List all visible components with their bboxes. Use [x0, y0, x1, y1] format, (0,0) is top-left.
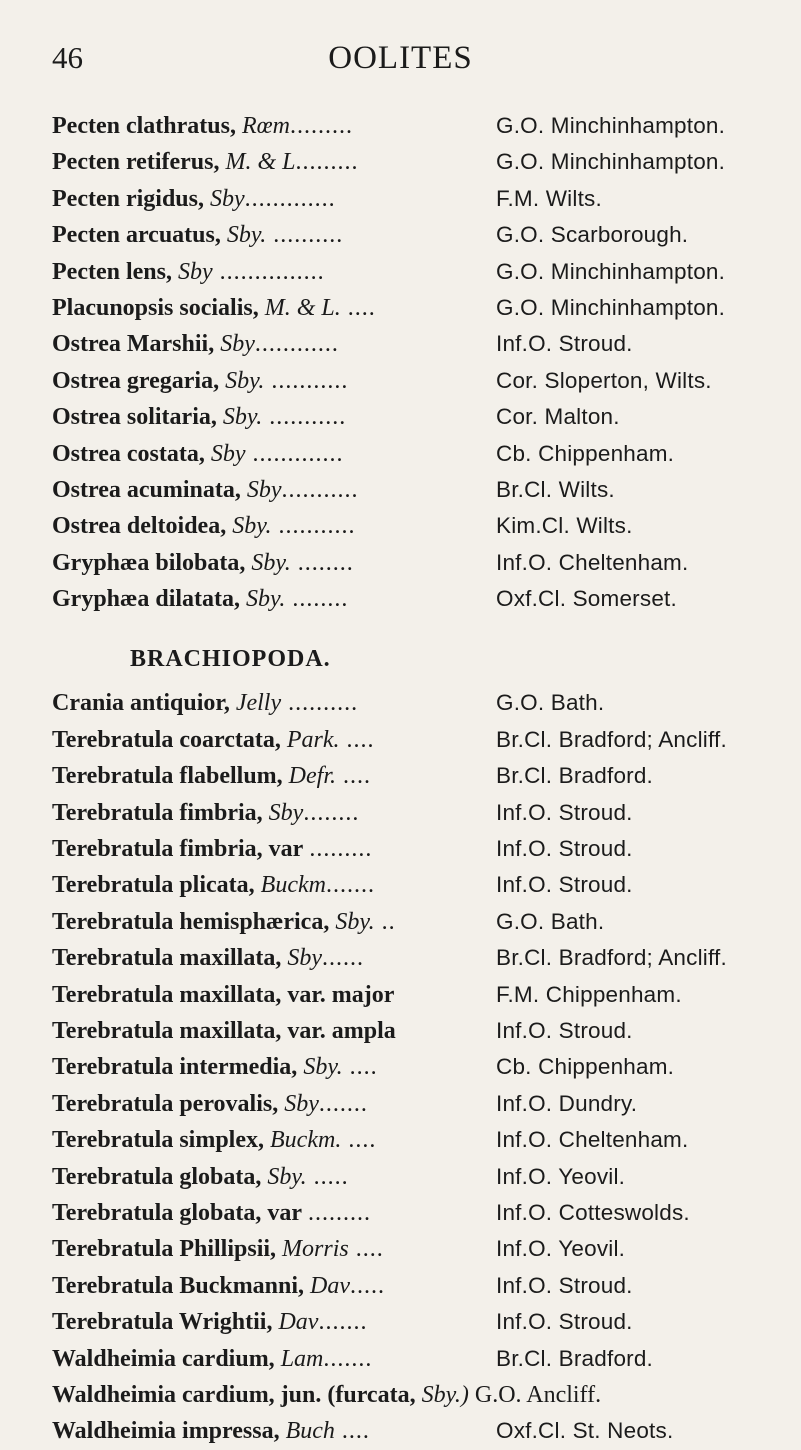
leader-dots: ...........	[264, 367, 349, 394]
leader-dots: ........	[303, 799, 360, 826]
leader-dots: .......	[318, 1090, 368, 1117]
leader-dots: ..	[374, 908, 396, 935]
species-author: Sby	[246, 476, 282, 503]
lamellibranch-list	[52, 108, 797, 617]
species-name: Terebratula fimbria,	[52, 799, 263, 826]
species-name: Crania antiquior,	[52, 690, 230, 717]
locality: G.O. Minchinhampton.	[496, 294, 726, 320]
list-item	[52, 1049, 797, 1085]
locality: Inf.O. Yeovil.	[496, 1236, 626, 1262]
list-item	[52, 795, 797, 831]
leader-dots: ....	[336, 763, 372, 790]
locality: Inf.O. Stroud.	[496, 836, 633, 862]
species-name: Terebratula Wrightii,	[52, 1309, 273, 1336]
species-name: Pecten clathratus,	[52, 113, 236, 139]
leader-dots: .........	[309, 836, 373, 863]
locality: Inf.O. Yeovil.	[496, 1163, 626, 1189]
species-name: Ostrea solitaria,	[52, 404, 217, 431]
species-author: Sby	[284, 1090, 319, 1117]
list-item	[52, 977, 797, 1013]
leader-dots: ...........	[262, 404, 347, 431]
list-item	[52, 508, 797, 544]
species-author: Buckm	[260, 872, 326, 899]
list-item	[52, 108, 797, 144]
species-author: Sby	[209, 185, 245, 212]
leader-dots: ..........	[266, 222, 344, 249]
locality: G.O. Scarborough.	[496, 222, 689, 248]
species-author: Sby	[268, 799, 304, 826]
locality: G.O. Bath.	[496, 690, 605, 716]
leader-dots: .......	[318, 1309, 368, 1336]
species-author: Lam	[280, 1345, 324, 1372]
list-item	[52, 181, 797, 217]
list-item	[52, 722, 797, 758]
leader-dots: ...........	[271, 513, 356, 540]
species-name: Terebratula hemisphærica,	[52, 908, 330, 935]
list-item	[52, 1413, 797, 1449]
locality: Inf.O. Stroud.	[496, 1272, 633, 1298]
list-item	[52, 1122, 797, 1158]
species-name: Terebratula maxillata, var. major	[52, 981, 395, 1008]
page-header	[0, 40, 801, 90]
species-name: Waldheimia cardium,	[52, 1345, 275, 1372]
species-name: Terebratula Buckmanni,	[52, 1272, 305, 1299]
locality: Br.Cl. Bradford; Ancliff.	[496, 726, 727, 752]
species-author: Sby.	[246, 586, 286, 613]
species-name: Pecten arcuatus,	[52, 222, 221, 249]
leader-dots: ........	[285, 586, 349, 613]
list-item	[52, 472, 797, 508]
species-name: Terebratula maxillata, var. ampla	[52, 1017, 396, 1044]
list-item	[52, 904, 797, 940]
species-author: M. & L.	[264, 294, 341, 321]
species-author: Sby.	[222, 404, 263, 431]
locality: Br.Cl. Wilts.	[496, 476, 615, 502]
locality: Br.Cl. Bradford.	[496, 763, 654, 789]
species-name: Ostrea Marshii,	[52, 331, 215, 358]
list-item	[52, 545, 797, 581]
locality: Inf.O. Stroud.	[496, 1017, 633, 1043]
list-item	[52, 1159, 797, 1195]
locality: Inf.O. Stroud.	[496, 799, 633, 825]
locality: G.O. Minchinhampton.	[496, 113, 726, 138]
species-name: Placunopsis socialis,	[52, 294, 259, 321]
locality: G.O. Bath.	[496, 908, 605, 934]
list-item	[52, 254, 797, 290]
locality: G.O. Ancliff.	[474, 1381, 602, 1408]
leader-dots: ....	[334, 1418, 370, 1445]
list-item	[52, 831, 797, 867]
species-author: Morris	[282, 1236, 349, 1263]
list-item	[52, 1268, 797, 1304]
leader-dots: ........	[290, 549, 354, 576]
species-author: Defr.	[288, 763, 337, 790]
species-name: Terebratula maxillata,	[52, 945, 282, 972]
species-list	[52, 108, 797, 1450]
list-item	[52, 1341, 797, 1377]
locality: Inf.O. Dundry.	[496, 1090, 638, 1116]
species-author: Jelly	[235, 690, 282, 717]
list-item	[52, 1231, 797, 1267]
locality: Oxf.Cl. Somerset.	[496, 586, 677, 612]
list-item	[52, 436, 797, 472]
species-author: Sby	[210, 440, 246, 467]
locality: F.M. Wilts.	[496, 185, 602, 211]
leader-dots: .......	[325, 872, 375, 899]
list-item	[52, 940, 797, 976]
species-author: Sby.	[335, 908, 375, 935]
species-author: Sby.)	[421, 1381, 469, 1408]
species-author: Dav	[278, 1309, 319, 1336]
list-item	[52, 1195, 797, 1231]
list-item	[52, 1377, 797, 1413]
species-author: Sby.	[251, 549, 291, 576]
list-item	[52, 217, 797, 253]
list-item	[52, 399, 797, 435]
species-author: Sby	[177, 258, 213, 285]
locality: Cb. Chippenham.	[496, 1054, 675, 1080]
running-title: OOLITES	[328, 40, 473, 76]
species-author: Park.	[286, 726, 340, 753]
species-name: Terebratula fimbria, var	[52, 836, 304, 863]
species-name: Waldheimia cardium, jun. (furcata,	[52, 1381, 416, 1408]
leader-dots: ....	[342, 1054, 378, 1081]
species-author: Sby	[220, 331, 255, 358]
species-name: Terebratula flabellum,	[52, 763, 283, 790]
leader-dots: .........	[289, 113, 353, 139]
species-author: Sby.	[226, 222, 267, 249]
species-author: Buckm.	[270, 1127, 342, 1154]
species-name: Terebratula plicata,	[52, 872, 255, 899]
locality: Kim.Cl. Wilts.	[496, 513, 633, 539]
leader-dots: ....	[341, 1127, 377, 1154]
species-author: Sby.	[267, 1163, 307, 1190]
leader-dots: ....	[348, 1236, 384, 1263]
list-item	[52, 1013, 797, 1049]
leader-dots: ....	[339, 726, 375, 753]
leader-dots: .............	[245, 440, 344, 467]
locality: Cor. Malton.	[496, 404, 620, 430]
locality: Br.Cl. Bradford.	[496, 1345, 654, 1371]
species-author: Sby.	[232, 513, 272, 540]
section-heading: BRACHIOPODA.	[130, 646, 331, 673]
list-item	[52, 867, 797, 903]
locality: G.O. Minchinhampton.	[496, 149, 726, 175]
locality: G.O. Minchinhampton.	[496, 258, 726, 284]
locality: Cb. Chippenham.	[496, 440, 675, 466]
locality: Cor. Sloperton, Wilts.	[496, 367, 712, 393]
leader-dots: .....	[350, 1272, 386, 1299]
leader-dots: .....	[306, 1163, 349, 1190]
locality: Inf.O. Stroud.	[496, 872, 633, 898]
locality: Br.Cl. Bradford; Ancliff.	[496, 945, 727, 971]
brachiopoda-list	[52, 685, 797, 1376]
species-name: Waldheimia impressa,	[52, 1418, 280, 1445]
leader-dots: ..........	[281, 690, 359, 717]
species-name: Ostrea deltoidea,	[52, 513, 227, 540]
list-item	[52, 581, 797, 617]
leader-dots: ............	[254, 331, 339, 358]
species-name: Terebratula globata, var	[52, 1199, 302, 1226]
list-item	[52, 363, 797, 399]
leader-dots: ...............	[212, 258, 325, 285]
species-name: Terebratula Phillipsii,	[52, 1236, 277, 1263]
species-name: Pecten retiferus,	[52, 149, 220, 176]
page-number: 46	[52, 40, 83, 75]
leader-dots: ...........	[281, 476, 359, 503]
species-name: Ostrea acuminata,	[52, 476, 241, 503]
species-author: Sby.	[303, 1054, 343, 1081]
species-author: Sby	[287, 945, 322, 972]
locality: Inf.O. Stroud.	[496, 1309, 633, 1335]
locality: Inf.O. Cheltenham.	[496, 549, 689, 575]
locality: Inf.O. Stroud.	[496, 331, 633, 357]
leader-dots: .............	[244, 185, 336, 212]
species-author: Buch	[285, 1418, 335, 1445]
species-name: Pecten rigidus,	[52, 185, 204, 212]
list-item	[52, 144, 797, 180]
locality: F.M. Chippenham.	[496, 981, 682, 1007]
locality: Inf.O. Cotteswolds.	[496, 1199, 690, 1225]
species-name: Terebratula intermedia,	[52, 1054, 298, 1081]
species-name: Terebratula coarctata,	[52, 726, 281, 753]
locality: Inf.O. Cheltenham.	[496, 1127, 689, 1153]
species-author: M. & L	[225, 149, 296, 176]
list-item	[52, 290, 797, 326]
species-name: Ostrea gregaria,	[52, 367, 220, 394]
locality: Oxf.Cl. St. Neots.	[496, 1418, 674, 1444]
leader-dots: .......	[323, 1345, 373, 1372]
leader-dots: .........	[308, 1199, 371, 1226]
species-author: Rœm	[241, 113, 290, 139]
leader-dots: .........	[295, 149, 359, 176]
leader-dots: ......	[321, 945, 364, 972]
species-name: Ostrea costata,	[52, 440, 205, 467]
species-name: Terebratula globata,	[52, 1163, 262, 1190]
species-name: Gryphæa dilatata,	[52, 586, 241, 613]
list-item	[52, 685, 797, 721]
species-author: Dav	[310, 1272, 351, 1299]
species-name: Terebratula perovalis,	[52, 1090, 279, 1117]
list-item	[52, 1086, 797, 1122]
species-author: Sby.	[225, 367, 265, 394]
list-item	[52, 1304, 797, 1340]
species-name: Terebratula simplex,	[52, 1127, 265, 1154]
list-item	[52, 758, 797, 794]
species-name: Pecten lens,	[52, 258, 172, 285]
leader-dots: ....	[340, 294, 376, 321]
species-name: Gryphæa bilobata,	[52, 549, 246, 576]
list-item	[52, 326, 797, 362]
